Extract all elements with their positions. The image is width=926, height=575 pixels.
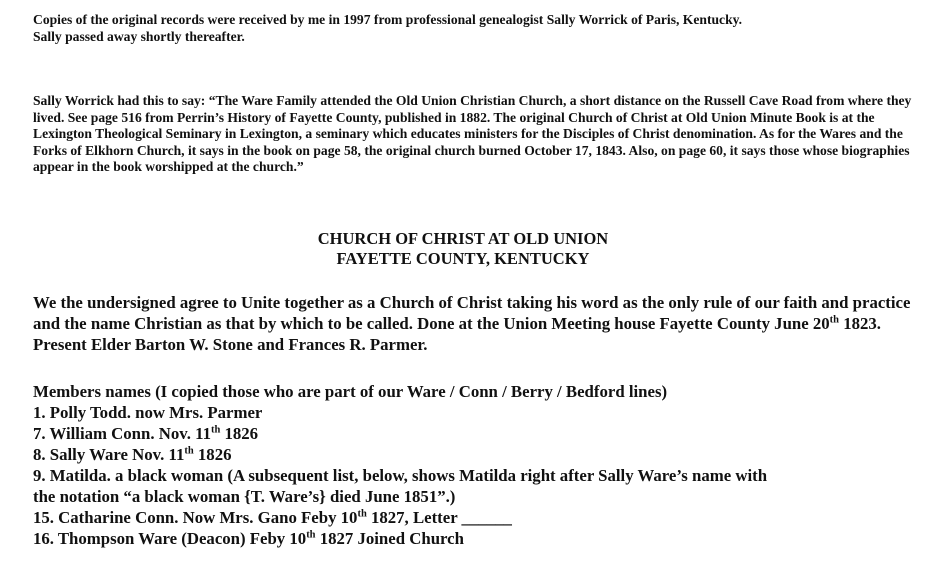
members-list (33, 381, 918, 549)
member-7-text: 7. William Conn. Nov. 11 (33, 424, 211, 443)
agreement-text-2: 1823. Present Elder Barton W. Stone and Frances R. Parmer. (33, 314, 881, 354)
member-16-text: 16. Thompson Ware (Deacon) Feby 10 (33, 529, 307, 548)
agreement-paragraph (33, 292, 918, 355)
member-9-line-2: the notation “a black woman {T. Ware’s} died June 1851”.) (33, 487, 456, 506)
member-15-text: 15. Catharine Conn. Now Mrs. Gano Feby 10 (33, 508, 358, 527)
member-7 (33, 423, 918, 444)
member-15 (33, 507, 918, 528)
member-9-line-1: 9. Matilda. a black woman (A subsequent list, below, shows Matilda right after Sally Ware’s name with (33, 466, 768, 485)
intro-line-1: Copies of the original records were received by me in 1997 from professional genealogist Sally Worrick of Paris, Kentucky. (33, 12, 743, 27)
member-15-rest: 1827, Letter ______ (366, 508, 512, 527)
member-8-ordinal: th (184, 445, 194, 457)
member-16 (33, 528, 918, 549)
intro-line-2: Sally passed away shortly thereafter. (33, 28, 245, 44)
worrick-quote: Sally Worrick had this to say: “The Ware Family attended the Old Union Christian Church, a short distance on the Russell Cave Road from where they lived. See page 516 from Perrin’s History of Fayette County, published in 1882. The original Church of Christ at Old Union Minute Book is at the Lexington Theological Seminary in Lexington, a seminary which educates ministers for the Disciples of Christ denomination. As for the Wares and the Forks of Elkhorn Church, it says in the book on page 58, the original church burned October 17, 1843. Also, on page 60, it says those whose biographies appear in the book worshipped at the church.” (33, 93, 912, 174)
member-8-year: 1826 (193, 445, 232, 464)
members-header: Members names (I copied those who are part of our Ware / Conn / Berry / Bedford lines) (33, 382, 668, 401)
member-7-ordinal: th (210, 424, 221, 436)
member-15-ordinal: th (357, 508, 367, 520)
agreement-ordinal: th (829, 314, 840, 326)
member-8 (33, 444, 918, 465)
church-title: CHURCH OF CHRIST AT OLD UNION (317, 229, 609, 248)
member-16-rest: 1827 Joined Church (315, 529, 464, 548)
member-1: 1. Polly Todd. now Mrs. Parmer (33, 403, 263, 422)
county-subtitle: FAYETTE COUNTY, KENTUCKY (336, 249, 590, 268)
member-7-year: 1826 (220, 424, 259, 443)
member-16-ordinal: th (306, 529, 316, 541)
member-8-text: 8. Sally Ware Nov. 11 (33, 445, 185, 464)
agreement-text-1: We the undersigned agree to Unite together as a Church of Christ taking his word as the only rule of our faith and practice and the name Christian as that by which to be called. Done at the Union Meeting house Fayette County June 20 (33, 293, 911, 333)
intro-note (33, 12, 913, 45)
